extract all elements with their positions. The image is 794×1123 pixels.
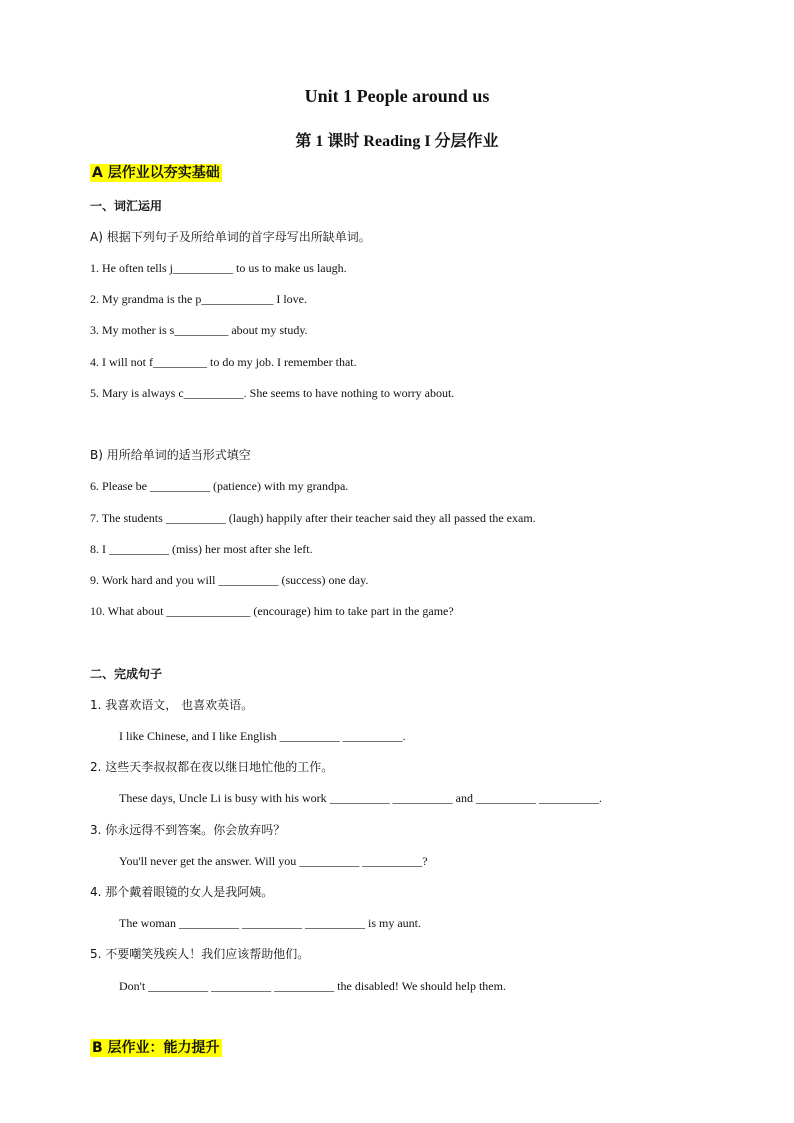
level-b-heading: B 层作业：能力提升 [92,1040,220,1056]
sentence-english: You'll never get the answer. Will you __________ __________? [119,854,428,868]
sentence-chinese: 4. 那个戴着眼镜的女人是我阿姨。 [90,885,274,899]
word-form-item: 10. What about ______________ (encourage) him to take part in the game? [90,604,454,618]
part-a-instruction: A) 根据下列句子及所给单词的首字母写出所缺单词。 [90,230,371,244]
vocab-item: 3. My mother is s_________ about my study. [90,323,308,337]
vocab-item: 4. I will not f_________ to do my job. I remember that. [90,355,357,369]
sentence-english: I like Chinese, and I like English __________ __________. [119,729,406,743]
level-a-heading: A 层作业以夯实基础 [92,165,220,181]
sentence-chinese: 1. 我喜欢语文， 也喜欢英语。 [90,698,254,712]
sentence-chinese: 5. 不要嘲笑残疾人！我们应该帮助他们。 [90,947,310,961]
section-2-heading: 二、完成句子 [90,667,163,681]
sentence-english: The woman __________ __________ __________ is my aunt. [119,916,421,930]
sentence-english: Don't __________ __________ __________ the disabled! We should help them. [119,979,506,993]
page-title: Unit 1 People around us [304,86,490,106]
vocab-item: 2. My grandma is the p____________ I love. [90,292,307,306]
vocab-item: 5. Mary is always c__________. She seems to have nothing to worry about. [90,386,455,400]
sentence-chinese: 3. 你永远得不到答案。你会放弃吗？ [90,823,286,837]
word-form-item: 6. Please be __________ (patience) with my grandpa. [90,479,349,493]
word-form-item: 8. I __________ (miss) her most after she left. [90,542,313,556]
sentence-english: These days, Uncle Li is busy with his work __________ __________ and __________ __________. [119,791,602,805]
word-form-item: 7. The students __________ (laugh) happily after their teacher said they all passed the exam. [90,511,536,525]
vocab-item: 1. He often tells j__________ to us to make us laugh. [90,261,347,275]
lesson-subtitle: 第 1 课时 Reading I 分层作业 [295,133,499,150]
part-b-instruction: B) 用所给单词的适当形式填空 [90,448,251,462]
word-form-item: 9. Work hard and you will __________ (success) one day. [90,573,369,587]
sentence-chinese: 2. 这些天李叔叔都在夜以继日地忙他的工作。 [90,760,334,774]
section-1-heading: 一、词汇运用 [90,199,163,213]
